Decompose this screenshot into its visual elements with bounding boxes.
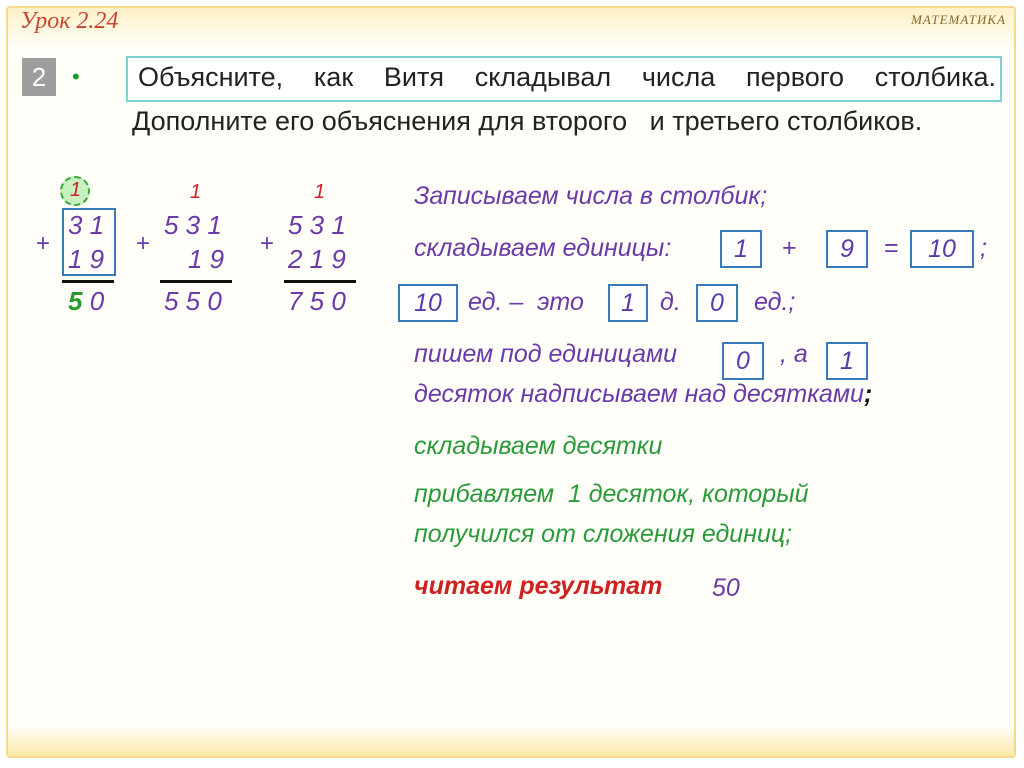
column1-plus: + (36, 230, 51, 257)
tens-unit-text: д. (660, 288, 681, 316)
write-tens-line: десяток надписываем над десятками (414, 380, 864, 408)
write-tens-box: 1 (826, 342, 868, 380)
column3-bottom: 2 1 9 (288, 244, 346, 274)
column2-bottom: 1 9 (188, 244, 225, 274)
column1-bottom: 1 9 (68, 244, 105, 274)
step-write-columns: Записываем числа в столбик; (414, 182, 768, 210)
equals-sign: = (884, 234, 899, 262)
column1-rule (62, 280, 114, 283)
column1-result-units: 0 (89, 286, 105, 316)
read-result-value: 50 (712, 574, 740, 602)
column2-result: 5 5 0 (164, 286, 222, 316)
column1-carry: 1 (70, 179, 82, 201)
column2-top: 5 3 1 (164, 210, 222, 240)
units-is-text: ед. – это (468, 288, 584, 316)
units-rest-box: 0 (696, 284, 738, 322)
lesson-title: Урок 2.24 (20, 8, 119, 34)
column3-result: 7 5 0 (288, 286, 346, 316)
semicolon-1: ; (980, 234, 987, 262)
column2-carry: 1 (190, 181, 202, 203)
units-sum-box: 10 (910, 230, 974, 268)
step-add-carry-line2: получился от сложения единиц; (414, 520, 793, 548)
step-add-carry-line1: прибавляем 1 десяток, который (414, 480, 809, 508)
plus-sign: + (782, 234, 797, 262)
subject-label: МАТЕМАТИКА (911, 12, 1006, 27)
task-number: 2 (22, 58, 56, 96)
semicolon-2: ; (863, 380, 873, 408)
bullet-icon: • (72, 64, 80, 89)
write-tens-text (414, 380, 872, 409)
units-b-box: 9 (826, 230, 868, 268)
footer-strip (8, 726, 1014, 756)
step-add-tens: складываем десятки (414, 432, 663, 460)
column2-plus: + (136, 230, 151, 257)
write-units-box: 0 (722, 342, 764, 380)
column1-result (68, 286, 104, 317)
column3-carry: 1 (314, 181, 326, 203)
write-under-units-text: пишем под единицами (414, 340, 678, 368)
task-text-line2: Дополните его объяснения для второго и третьего столбиков. (132, 106, 923, 136)
task-text-line1: Объясните, как Витя складывал числа первого столбика. (138, 62, 996, 92)
column1-top: 3 1 (68, 210, 105, 240)
header-strip (8, 8, 1014, 48)
tens-box: 1 (608, 284, 648, 322)
units-total-box: 10 (398, 284, 458, 322)
units-unit-text: ед.; (754, 288, 796, 316)
and-text: , а (780, 340, 808, 368)
column3-rule (284, 280, 356, 283)
column2-rule (160, 280, 232, 283)
column3-top: 5 3 1 (288, 210, 346, 240)
step-add-units-label: складываем единицы: (414, 234, 672, 262)
units-a-box: 1 (720, 230, 762, 268)
column1-result-tens: 5 (68, 286, 83, 316)
column3-plus: + (260, 230, 275, 257)
read-result-label: читаем результат (414, 572, 663, 600)
